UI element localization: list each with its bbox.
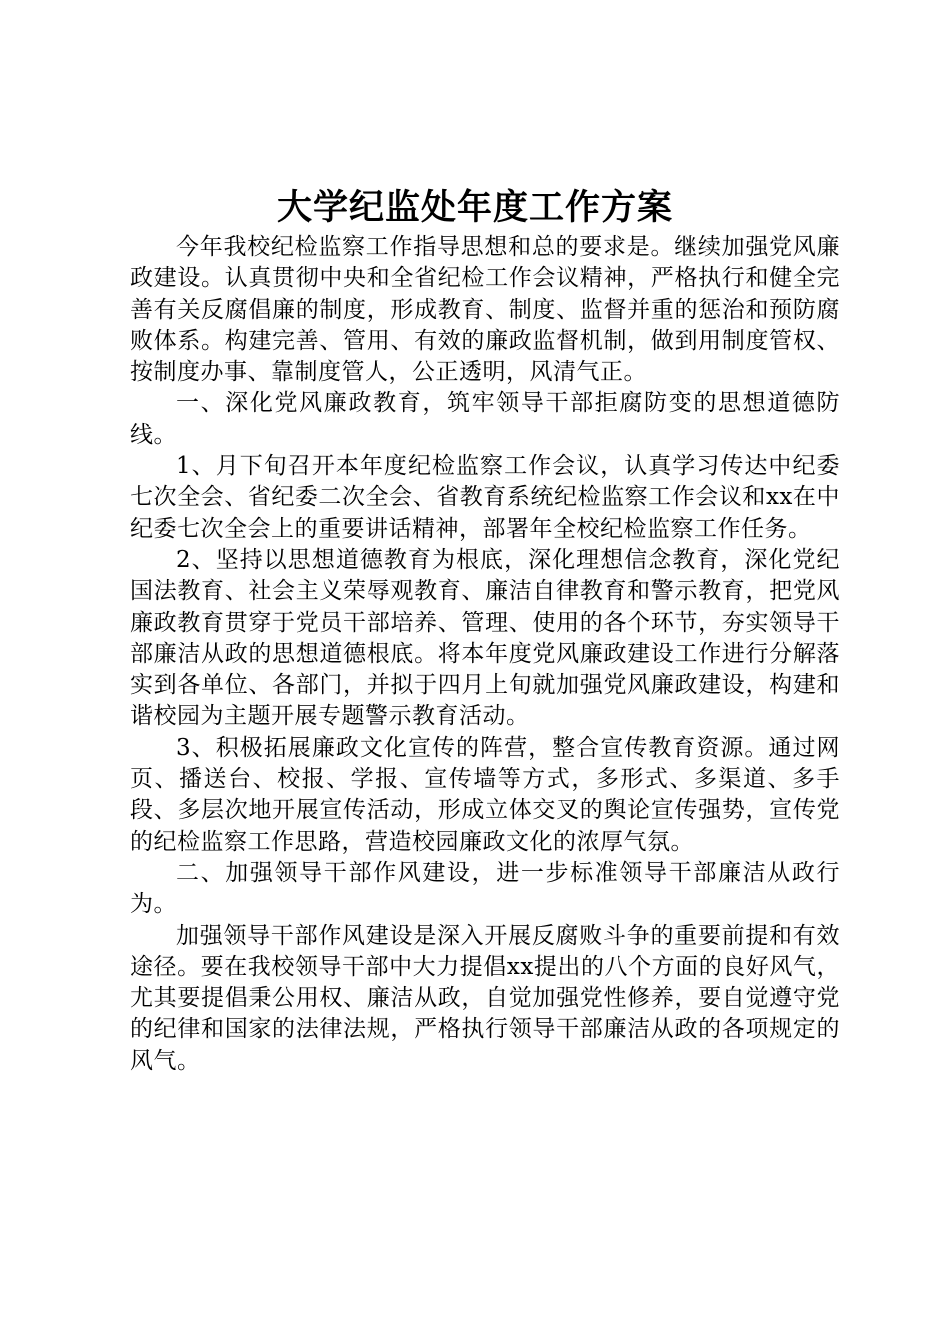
section-heading-2: 二、加强领导干部作风建设，进一步标准领导干部廉洁从政行为。 xyxy=(130,859,840,918)
document-title: 大学纪监处年度工作方案 xyxy=(276,188,673,228)
section-heading-1: 一、深化党风廉政教育，筑牢领导干部拒腐防变的思想道德防线。 xyxy=(130,390,840,448)
item-paragraph-2: 2、坚持以思想道德教育为根底，深化理想信念教育，深化党纪国法教育、社会主义荣辱观教育、廉洁自律教育和警示教育，把党风廉政教育贯穿于党员干部培养、管理、使用的各个环节，夯实领导干部廉洁从政的思想道德根底。将本年度党风廉政建设工作进行分解落实到各单位、各部门，并拟于四月上旬就加强党风廉政建设，构建和谐校园为主题开展专题警示教育活动。 xyxy=(130,546,840,730)
section-2-paragraph: 加强领导干部作风建设是深入开展反腐败斗争的重要前提和有效途径。要在我校领导干部中大力提倡xx提出的八个方面的良好风气，尤其要提倡秉公用权、廉洁从政，自觉加强党性修养，要自觉遵守党的纪律和国家的法律法规，严格执行领导干部廉洁从政的各项规定的风气。 xyxy=(130,922,840,1074)
item-paragraph-3: 3、积极拓展廉政文化宣传的阵营，整合宣传教育资源。通过网页、播送台、校报、学报、宣传墙等方式，多形式、多渠道、多手段、多层次地开展宣传活动，形成立体交叉的舆论宣传强势，宣传党的纪检监察工作思路，营造校园廉政文化的浓厚气氛。 xyxy=(130,734,840,855)
item-paragraph-1: 1、月下旬召开本年度纪检监察工作会议，认真学习传达中纪委七次全会、省纪委二次全会、省教育系统纪检监察工作会议和xx在中纪委七次全会上的重要讲话精神，部署年全校纪检监察工作任务。 xyxy=(130,453,840,542)
intro-paragraph: 今年我校纪检监察工作指导思想和总的要求是。继续加强党风廉政建设。认真贯彻中央和全省纪检工作会议精神，严格执行和健全完善有关反腐倡廉的制度，形成教育、制度、监督并重的惩治和预防腐败体系。构建完善、管用、有效的廉政监督机制，做到用制度管权、按制度办事、靠制度管人，公正透明，风清气正。 xyxy=(130,234,840,386)
document-body xyxy=(130,232,840,1077)
